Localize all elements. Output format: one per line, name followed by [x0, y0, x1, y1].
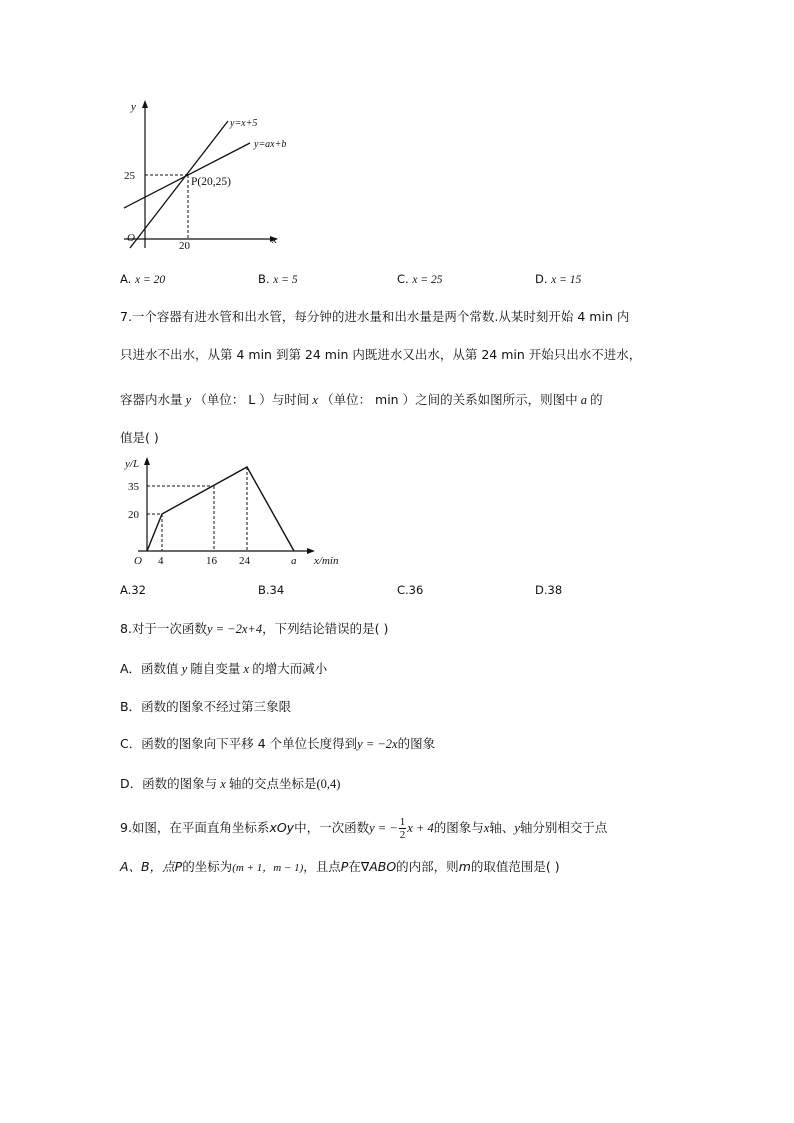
line2-label: y=ax+b [254, 139, 287, 150]
x-tick-4: 4 [158, 555, 164, 567]
y-axis-label: y [131, 101, 136, 113]
q7-option-b[interactable]: B.34 [258, 583, 285, 597]
y-tick-25: 25 [124, 170, 135, 182]
figure-2-graph [118, 451, 348, 569]
x-axis-arrow [307, 548, 315, 554]
q8-option-b[interactable]: B．函数的图象不经过第三象限 [120, 699, 292, 714]
q6-option-b[interactable]: B. x = 5 [258, 272, 298, 286]
q7-line-4: 值是( ) [120, 430, 159, 445]
q9-line-1: 9.如图，在平面直角坐标系xOy中，一次函数y = − $\frac{1}{2}$ x + 4的图象与x轴、y轴分别相交于点 [120, 816, 608, 841]
x-tick-a: a [291, 555, 297, 567]
q9-line-2: A、B，点P的坐标为(m + 1，m − 1)，且点P在∇ABO的内部，则m的取值范围是( ) [120, 859, 560, 874]
q7-line-3: 容器内水量 y （单位： L ）与时间 x （单位： min ）之间的关系如图所示，则图中 a 的 [120, 392, 603, 407]
q7-line-2: 只进水不出水，从第 4 min 到第 24 min 内既进水又出水，从第 24 min 开始只出水不进水， [120, 347, 642, 362]
y-tick-35: 35 [128, 481, 139, 493]
q7-option-a[interactable]: A.32 [120, 583, 146, 597]
x-axis-label: x/min [314, 555, 339, 567]
y-axis-arrow [144, 457, 150, 465]
x-tick-16: 16 [206, 555, 217, 567]
q6-option-d[interactable]: D. x = 15 [535, 272, 582, 286]
q6-option-c[interactable]: C. x = 25 [397, 272, 443, 286]
q8-stem: 8.对于一次函数y = −2x+4，下列结论错误的是( ) [120, 621, 389, 636]
origin-label: O [127, 232, 135, 244]
y-tick-20: 20 [128, 509, 139, 521]
x-axis-label: x [272, 234, 277, 246]
y-axis-arrow [142, 100, 148, 108]
q8-option-d[interactable]: D．函数的图象与 x 轴的交点坐标是(0,4) [120, 776, 341, 791]
q7-option-d[interactable]: D.38 [535, 583, 563, 597]
figure-1-graph [118, 98, 303, 254]
origin-label: O [134, 555, 142, 567]
x-tick-24: 24 [239, 555, 250, 567]
q7-option-c[interactable]: C.36 [397, 583, 424, 597]
line1-label: y=x+5 [230, 118, 258, 129]
point-p-label: P(20,25) [191, 176, 231, 188]
water-volume-line [147, 467, 294, 551]
q7-line-1: 7.一个容器有进水管和出水管，每分钟的进水量和出水量是两个常数.从某时刻开始 4 min 内 [120, 309, 630, 324]
fraction-one-half: $\frac{1}{2}$ [399, 816, 406, 841]
q8-option-c[interactable]: C．函数的图象向下平移 4 个单位长度得到y = −2x的图象 [120, 736, 436, 751]
q6-option-a[interactable]: A. x = 20 [120, 272, 166, 286]
y-axis-label: y/L [125, 458, 140, 470]
q8-option-a[interactable]: A．函数值 y 随自变量 x 的增大而减小 [120, 661, 328, 676]
x-tick-20: 20 [179, 240, 190, 252]
